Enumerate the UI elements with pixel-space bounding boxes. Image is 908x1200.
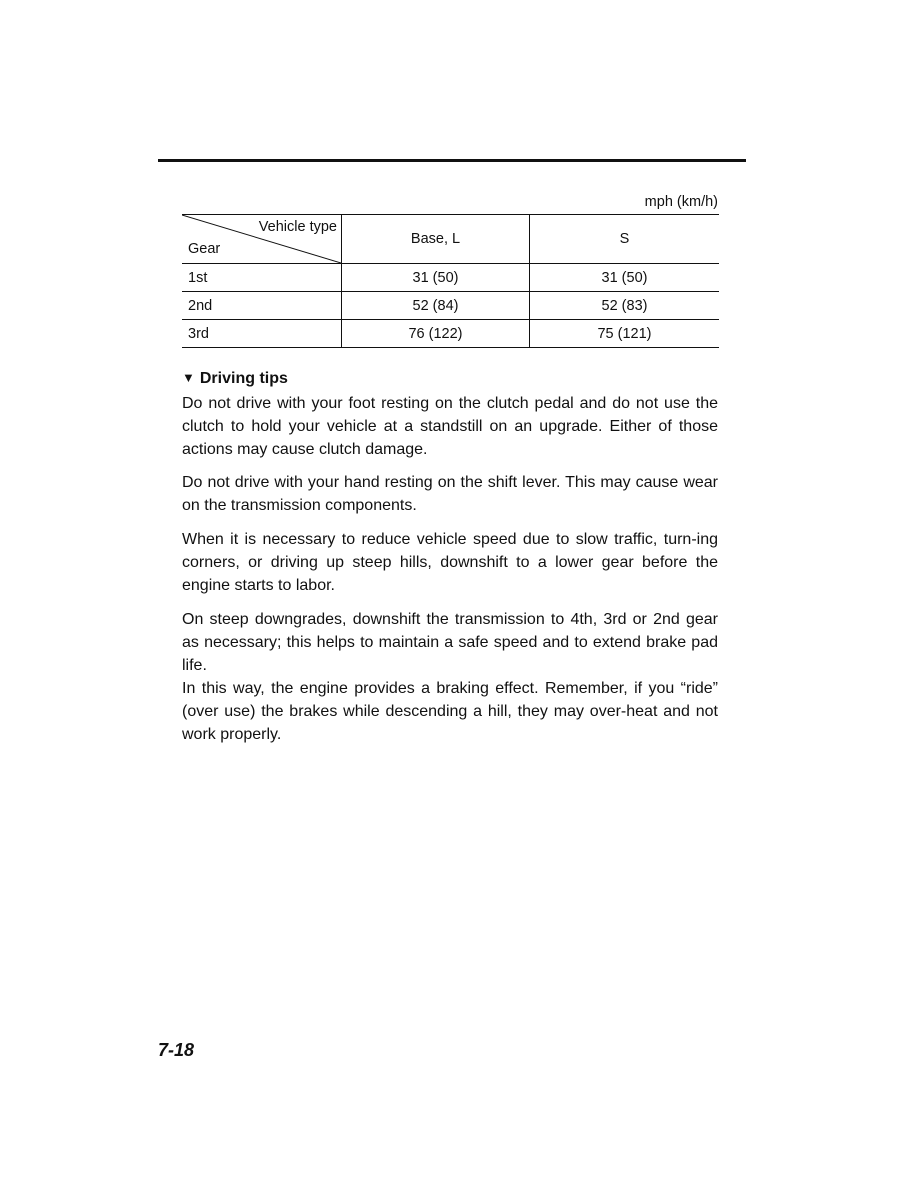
speed-cell: 52 (84) bbox=[342, 292, 530, 320]
unit-label: mph (km/h) bbox=[644, 194, 718, 210]
page-number: 7-18 bbox=[158, 1040, 195, 1060]
paragraph-clutch: Do not drive with your foot resting on the clutch pedal and do not use the clutch to hold your vehicle at a standstill on an upgrade. Either of those actions may cause clutch damage. bbox=[182, 395, 718, 458]
gear-cell: 2nd bbox=[182, 292, 342, 320]
speed-cell: 31 (50) bbox=[530, 264, 720, 292]
paragraph-downshift: When it is necessary to reduce vehicle speed due to slow traffic, turn-ing corners, or driving up steep hills, downshift to a lower gear before the engine starts to labor. bbox=[182, 531, 718, 594]
corner-header-cell bbox=[182, 215, 342, 264]
speed-cell: 75 (121) bbox=[530, 320, 720, 348]
column-header-s: S bbox=[530, 215, 720, 264]
triangle-down-icon: ▼ bbox=[182, 370, 195, 385]
table-row bbox=[182, 264, 719, 292]
gear-cell: 3rd bbox=[182, 320, 342, 348]
corner-top-label: Vehicle type bbox=[258, 219, 337, 235]
paragraph-shift-lever: Do not drive with your hand resting on the shift lever. This may cause wear on the transmission components. bbox=[182, 474, 718, 514]
section-heading-text: Driving tips bbox=[199, 370, 288, 387]
gear-speed-table bbox=[182, 214, 719, 348]
table-row bbox=[182, 320, 719, 348]
paragraph-downgrades: On steep downgrades, downshift the transmission to 4th, 3rd or 2nd gear as necessary; this helps to maintain a safe speed and to extend brake pad life. bbox=[182, 611, 718, 674]
table-row bbox=[182, 292, 719, 320]
gear-cell: 1st bbox=[182, 264, 342, 292]
column-header-base-l: Base, L bbox=[342, 215, 530, 264]
top-rule bbox=[158, 159, 746, 162]
speed-cell: 31 (50) bbox=[342, 264, 530, 292]
speed-cell: 52 (83) bbox=[530, 292, 720, 320]
table-header-row bbox=[182, 215, 719, 264]
section-heading bbox=[182, 370, 288, 388]
corner-bottom-label: Gear bbox=[188, 241, 221, 257]
speed-cell: 76 (122) bbox=[342, 320, 530, 348]
paragraph-braking-effect: In this way, the engine provides a braking effect. Remember, if you “ride” (over use) the brakes while descending a hill, they may over-heat and not work properly. bbox=[182, 680, 718, 743]
